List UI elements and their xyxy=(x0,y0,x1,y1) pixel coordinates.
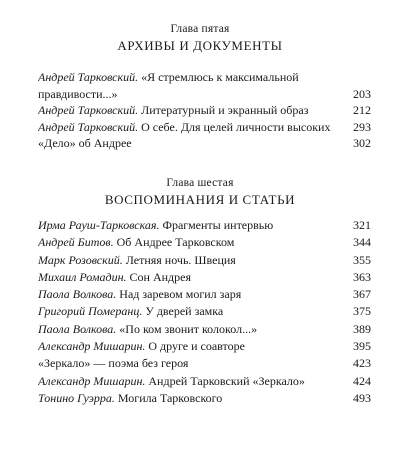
toc-entry xyxy=(38,322,371,337)
entry-author: Марк Розовский. xyxy=(38,252,123,267)
toc-entry xyxy=(38,339,371,354)
entry-title: Андрей Тарковский «Зеркало» xyxy=(148,373,305,388)
toc-entry xyxy=(38,136,371,151)
entry-title: О себе. Для целей личности высоких xyxy=(141,119,331,134)
entry-title: правдивости...» xyxy=(38,86,118,101)
chapter-label: Глава шестая xyxy=(166,177,234,189)
entry-title: О друге и соавторе xyxy=(148,339,245,354)
toc-entry xyxy=(38,120,371,135)
chapter-label: Глава пятая xyxy=(170,23,230,35)
entry-title: У дверей замка xyxy=(145,304,224,319)
toc-entry xyxy=(38,253,371,268)
page-number: 212 xyxy=(353,103,371,117)
toc-entry xyxy=(38,87,371,102)
page-number: 375 xyxy=(353,304,371,319)
toc-entry xyxy=(38,391,371,406)
chapter-title: АРХИВЫ И ДОКУМЕНТЫ xyxy=(117,38,283,53)
page-number: 367 xyxy=(353,287,371,302)
entry-title: «Дело» об Андрее xyxy=(38,136,132,150)
page-number: 293 xyxy=(353,119,371,134)
entry-author: Андрей Тарковский. xyxy=(38,103,142,117)
entry-author: Паола Волкова. xyxy=(38,287,117,302)
entry-title: Могила Тарковского xyxy=(117,390,223,405)
page-number: 389 xyxy=(353,321,371,336)
toc-entry xyxy=(38,374,371,389)
entry-title: Сон Андрея xyxy=(129,269,191,284)
toc-entry xyxy=(38,235,371,250)
toc-entry xyxy=(38,70,371,85)
page-number: 321 xyxy=(353,218,371,232)
entry-author: Григорий Померанц. xyxy=(38,304,143,319)
entry-author: Михаил Ромадин. xyxy=(38,269,127,284)
entry-author: Александр Мишарин. xyxy=(38,373,146,388)
chapter-five-toc xyxy=(38,70,371,153)
page-number: 424 xyxy=(353,373,371,388)
entry-title: «По ком звонит колокол...» xyxy=(119,321,258,336)
toc-entry xyxy=(38,103,371,118)
page-number: 493 xyxy=(353,390,371,405)
entry-title: Летняя ночь. Швеция xyxy=(125,252,236,267)
page-number: 203 xyxy=(353,86,371,101)
page-number: 395 xyxy=(353,339,371,354)
entry-author: Андрей Тарковский. xyxy=(38,119,142,134)
page-number: 302 xyxy=(353,136,371,150)
entry-title: Литературный и экранный образ xyxy=(141,103,309,117)
page-number: 344 xyxy=(353,235,371,250)
page-number: 423 xyxy=(353,356,371,371)
chapter-title: ВОСПОМИНАНИЯ И СТАТЬИ xyxy=(104,192,296,207)
chapter-six-toc xyxy=(38,218,371,408)
entry-title: Об Андрее Тарковском xyxy=(116,235,235,250)
page-number: 363 xyxy=(353,269,371,284)
entry-author: Андрей Битов. xyxy=(38,235,114,250)
page-number: 355 xyxy=(353,252,371,267)
entry-author: Тонино Гуэрра. xyxy=(38,390,115,405)
entry-author: Паола Волкова. xyxy=(38,321,117,336)
toc-entry xyxy=(38,356,371,371)
entry-title: Над заревом могил заря xyxy=(119,287,242,302)
entry-author: Ирма Рауш-Тарковская. xyxy=(38,218,160,232)
toc-entry xyxy=(38,304,371,319)
entry-title: «Зеркало» — поэма без героя xyxy=(38,356,189,371)
entry-author: Александр Мишарин. xyxy=(38,339,146,354)
entry-title-line: «Я стремлюсь к максимальной xyxy=(141,70,299,84)
chapter-five-heading xyxy=(0,23,400,54)
toc-entry xyxy=(38,218,371,233)
chapter-six-heading xyxy=(0,177,400,208)
toc-entry xyxy=(38,270,371,285)
toc-entry xyxy=(38,287,371,302)
entry-author: Андрей Тарковский. xyxy=(38,70,142,84)
entry-title: Фрагменты интервью xyxy=(162,218,274,232)
